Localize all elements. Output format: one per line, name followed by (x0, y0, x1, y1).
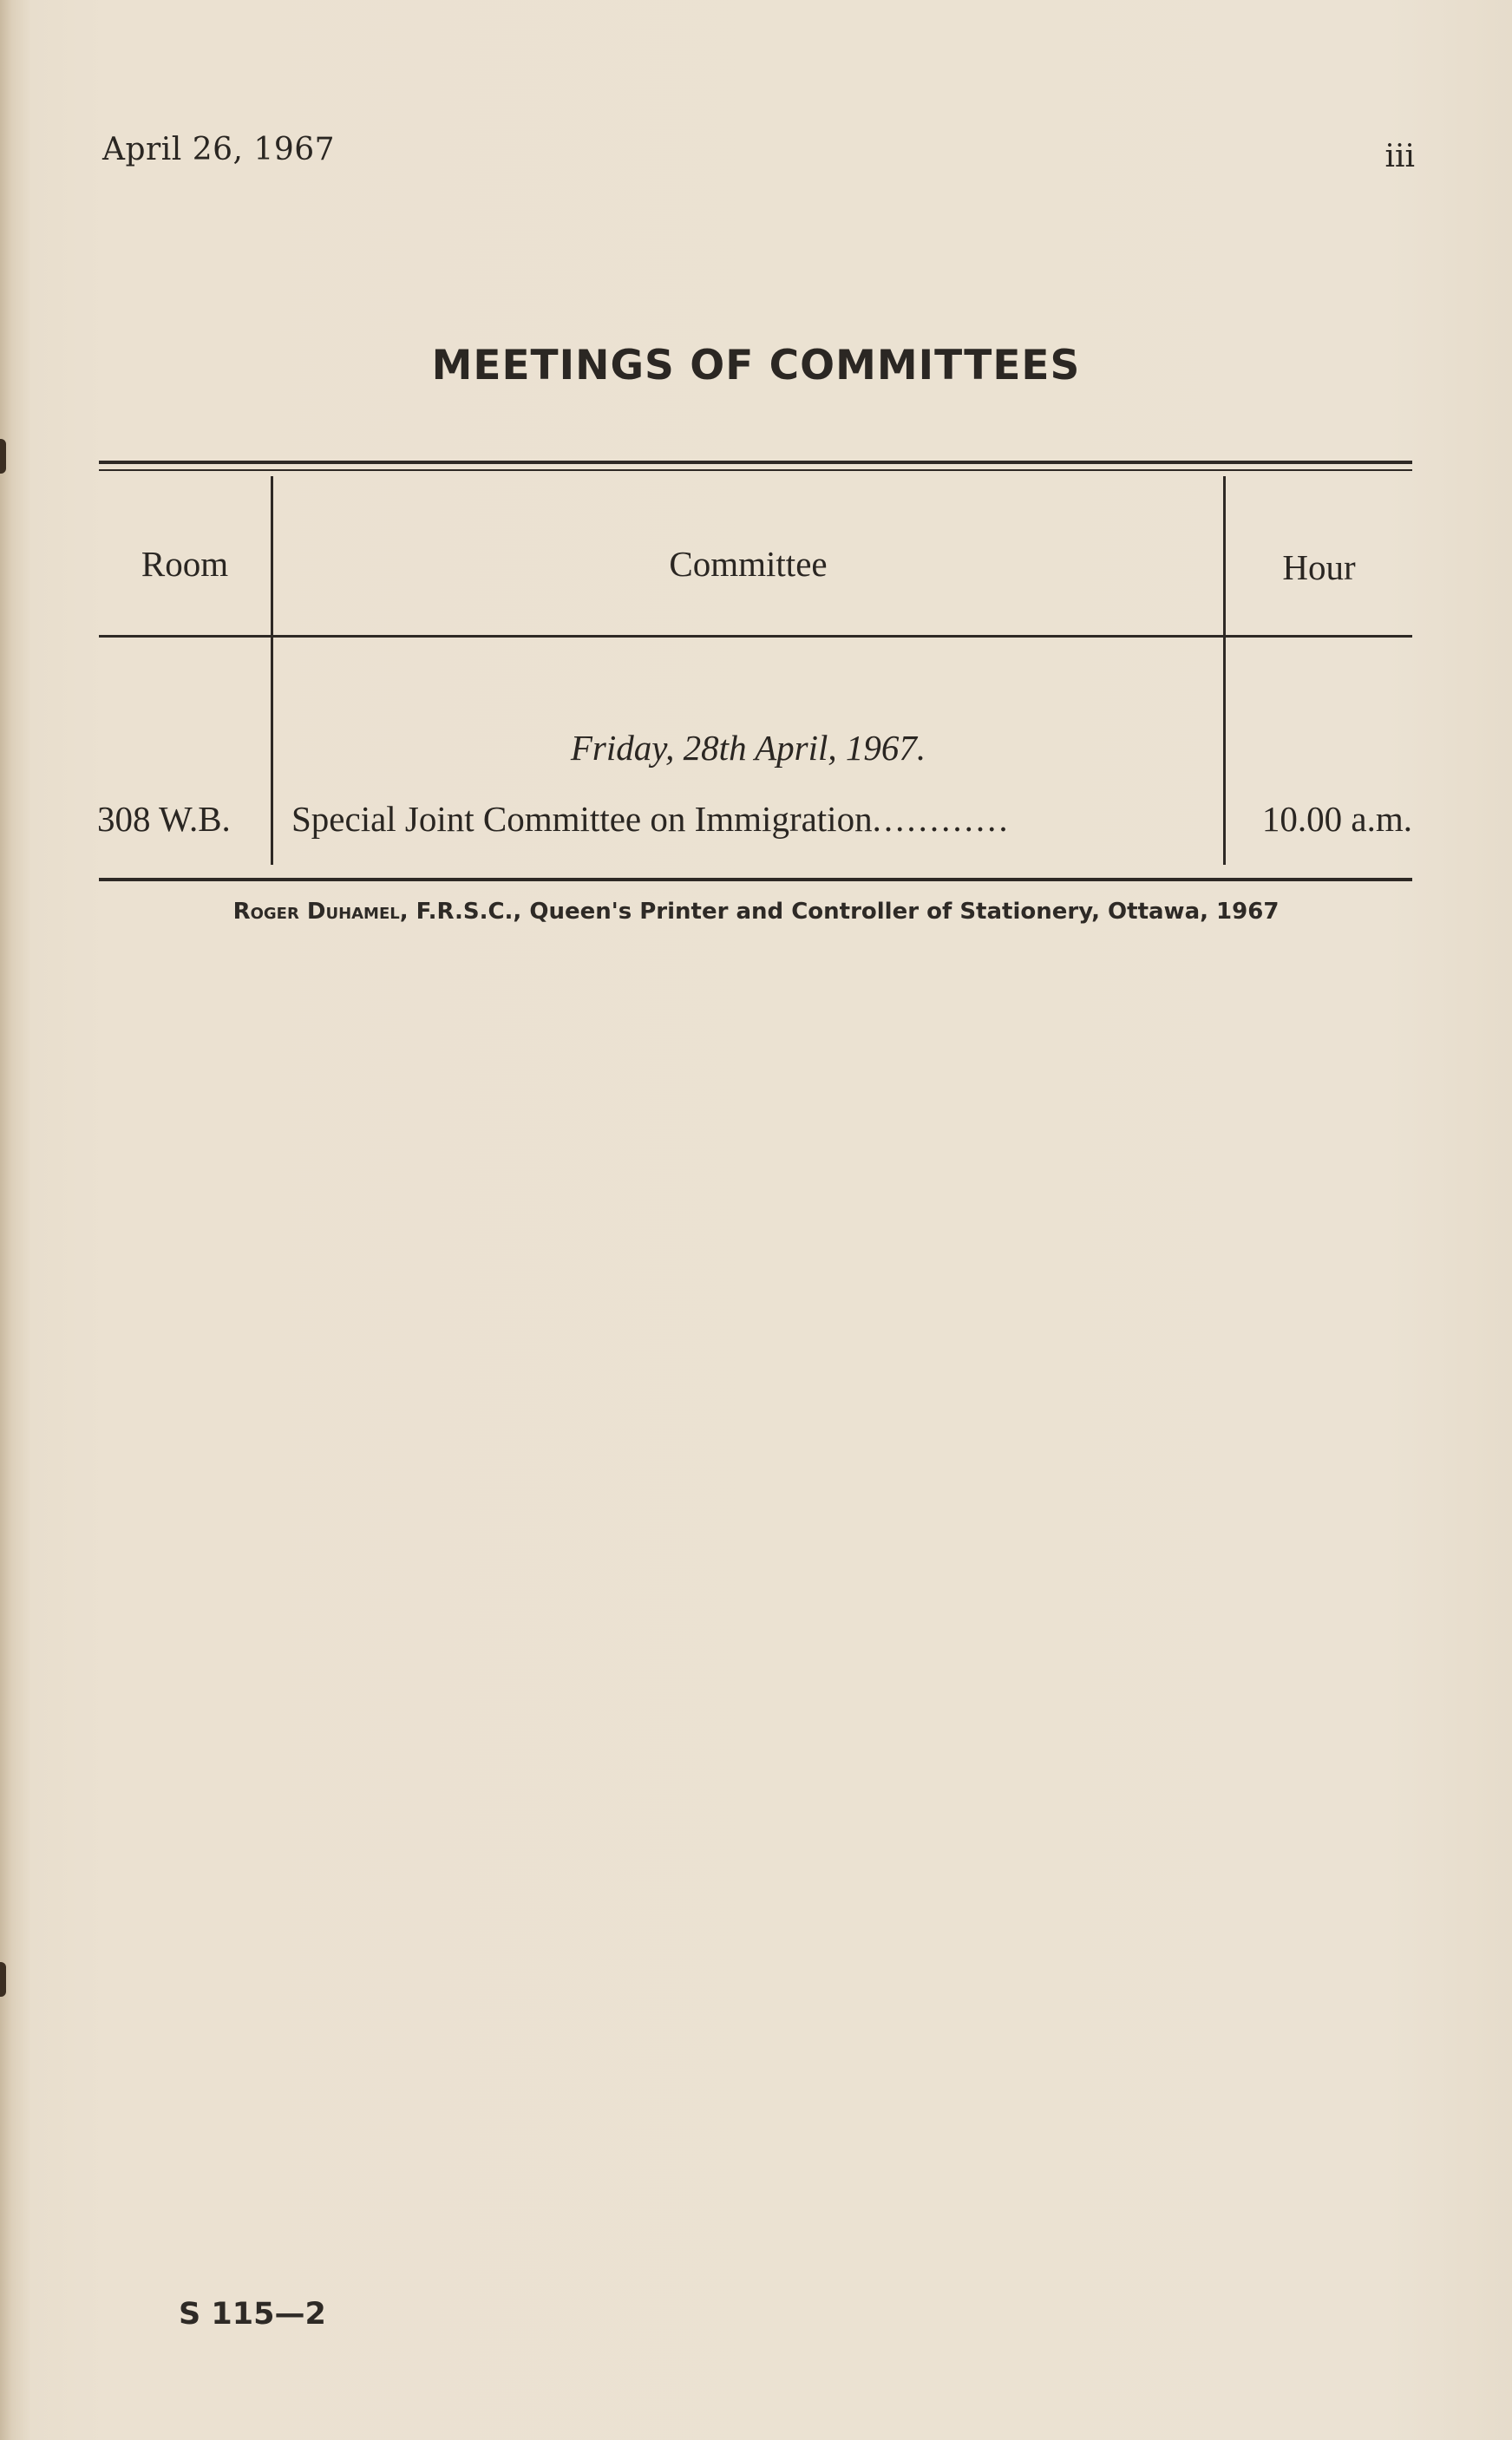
column-header-committee: Committee (669, 544, 828, 584)
header-bottom-rule (99, 635, 1412, 638)
row-room: 308 W.B. (97, 799, 231, 839)
table-top-rule (99, 461, 1412, 464)
committee-name: Special Joint Committee on Immigration (291, 799, 873, 839)
table-top-rule-thin (99, 469, 1412, 471)
header-date: April 26, 1967 (102, 132, 336, 167)
row-hour: 10.00 a.m. (1261, 799, 1412, 839)
binding-mark (0, 1962, 6, 1997)
column-header-hour: Hour (1282, 547, 1356, 587)
imprint-rest: , F.R.S.C., Queen's Printer and Controller of Stationery, Ottawa, 1967 (399, 899, 1280, 925)
signature-mark: S 115—2 (179, 2297, 326, 2332)
printer-imprint (0, 899, 1512, 925)
row-committee (291, 798, 1011, 840)
table-bottom-rule (99, 878, 1412, 881)
page-title: MEETINGS OF COMMITTEES (431, 342, 1081, 389)
column-divider-left (271, 476, 273, 865)
dot-leader: ............ (872, 799, 1011, 839)
imprint-name: Roger Duhamel (232, 899, 400, 925)
column-header-room: Room (141, 544, 229, 584)
page-number: iii (1384, 139, 1415, 174)
binding-mark (0, 439, 6, 474)
meeting-date: Friday, 28th April, 1967. (570, 728, 926, 768)
